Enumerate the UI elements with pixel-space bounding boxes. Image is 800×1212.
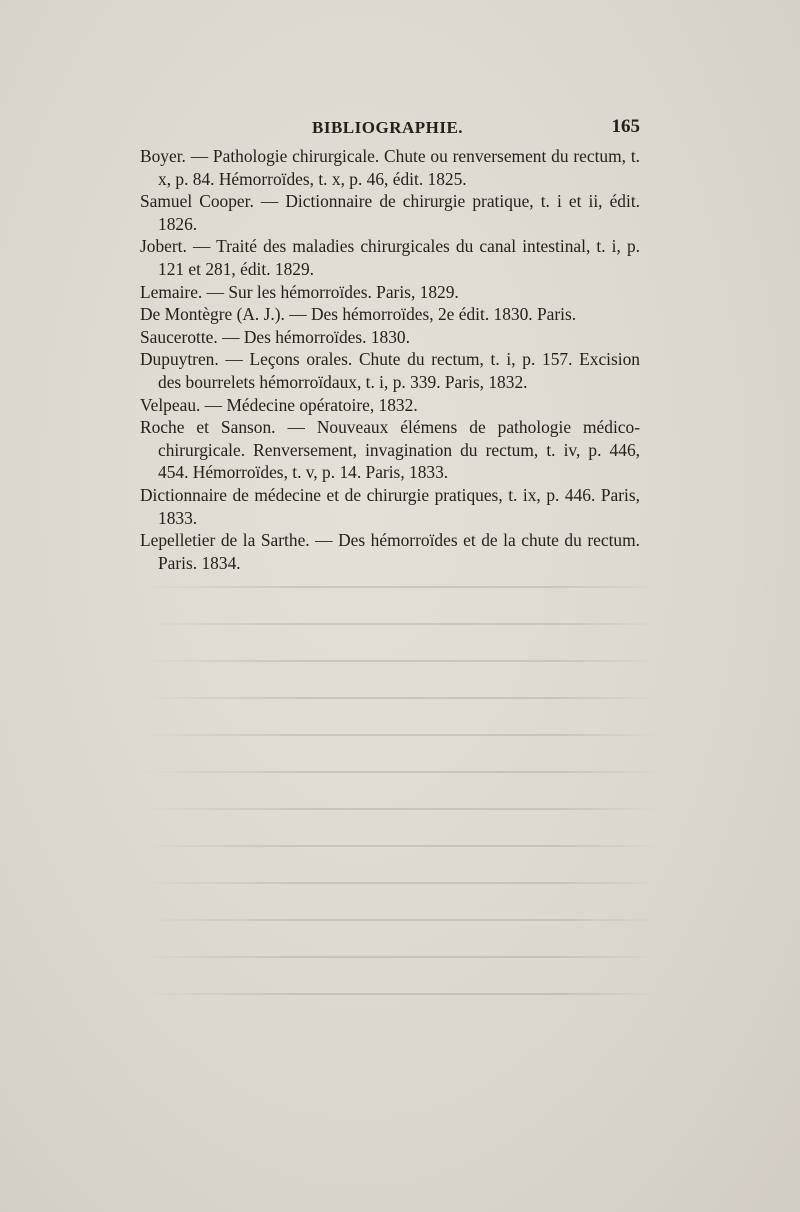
- bibliography-entry: Lemaire. — Sur les hémorroïdes. Paris, 1829.: [140, 281, 459, 302]
- bibliography-entry: Dictionnaire de médecine et de chirurgie pratiques, t. ix, p. 446. Paris, 1833.: [140, 484, 640, 528]
- bibliography-entry: Dupuytren. — Leçons orales. Chute du rectum, t. i, p. 157. Excision des bourrelets hémorroïdaux, t. i, p. 339. Paris, 1832.: [140, 349, 640, 392]
- bibliography-entry: Lepelletier de la Sarthe. — Des hémorroïdes et de la chute du rectum. Paris. 1834.: [140, 530, 640, 573]
- bibliography-entry: Saucerotte. — Des hémorroïdes. 1830.: [140, 326, 410, 347]
- bibliography-entry: Jobert. — Traité des maladies chirurgicales du canal intestinal, t. i, p. 121 et 281, édit. 1829.: [140, 236, 640, 279]
- bleed-through-text: [140, 560, 660, 1020]
- bibliography-entry: Boyer. — Pathologie chirurgicale. Chute ou renversement du rectum, t. x, p. 84. Hémorroïdes, t. x, p. 46, édit. 1825.: [140, 146, 640, 189]
- bibliography-list: [140, 145, 640, 574]
- running-title: BIBLIOGRAPHIE.: [312, 118, 464, 137]
- page-number: 165: [611, 116, 640, 137]
- bibliography-entry: Velpeau. — Médecine opératoire, 1832.: [140, 394, 418, 415]
- bibliography-entry: Roche et Sanson. — Nouveaux élémens de pathologie médico-chirurgicale. Renversement, invagination du rectum, t. iv, p. 446, 454. Hémorroïdes, t. v, p. 14. Paris, 1833.: [140, 417, 640, 483]
- bibliography-entry: De Montègre (A. J.). — Des hémorroïdes, 2e édit. 1830. Paris.: [140, 304, 577, 325]
- page-header: [140, 112, 640, 142]
- bibliography-entry: Samuel Cooper. — Dictionnaire de chirurgie pratique, t. i et ii, édit. 1826.: [140, 191, 640, 234]
